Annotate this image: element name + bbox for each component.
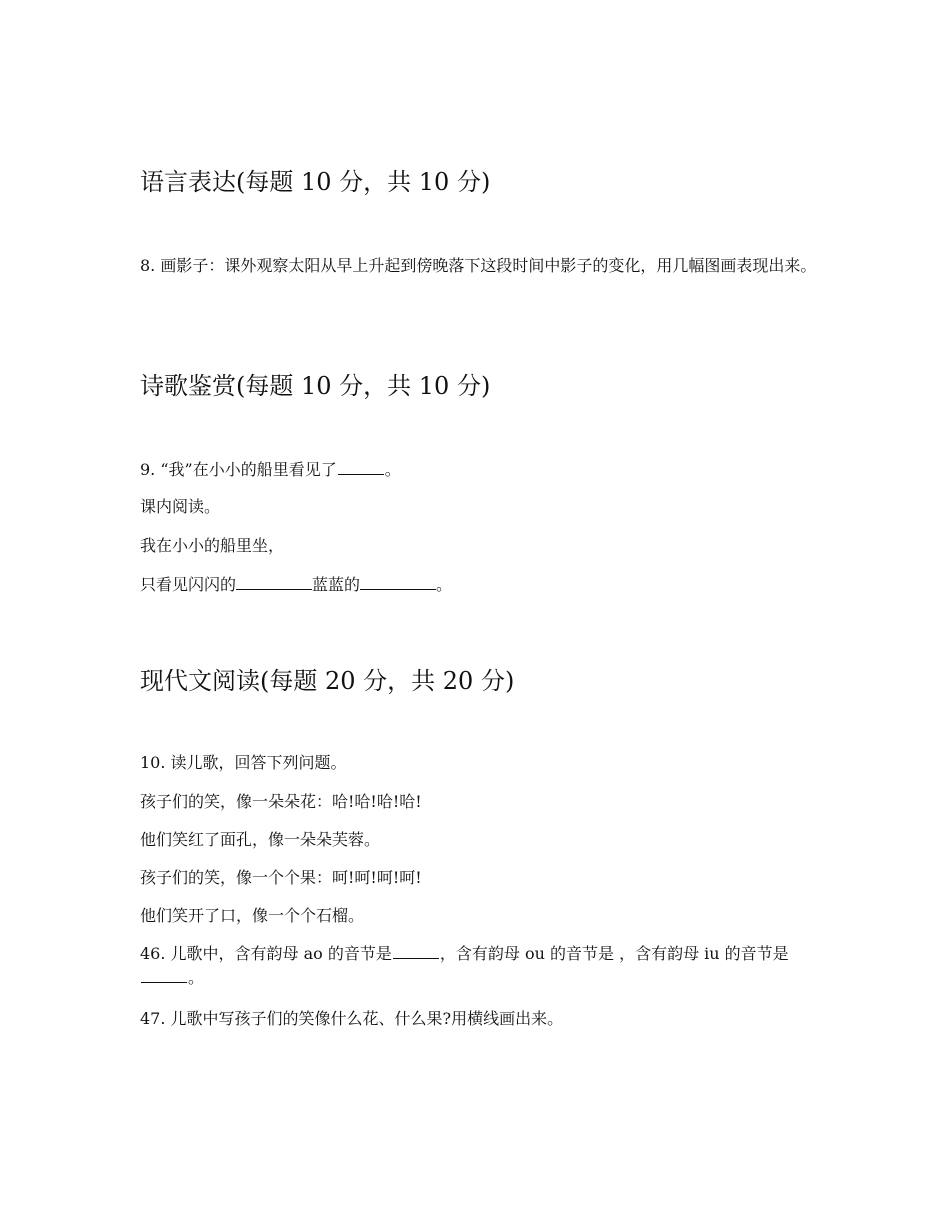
- answer-blank-iu[interactable]: [141, 966, 187, 983]
- question-9-text: 9. “我”在小小的船里看见了: [140, 460, 337, 479]
- question-9: [140, 458, 401, 481]
- question-46-part1: 46. 儿歌中，含有韵母 ao 的音节是: [140, 944, 392, 963]
- poem-line-1: 我在小小的船里坐，: [140, 536, 285, 555]
- rhyme-line-1: 孩子们的笑，像一朵朵花：哈!哈!哈!哈!: [140, 792, 422, 811]
- section-title-poetry-appreciation: 诗歌鉴赏(每题 10 分，共 10 分): [140, 372, 491, 400]
- fill-blank-2[interactable]: [360, 573, 436, 590]
- rhyme-line-3: 孩子们的笑，像一个个果：呵!呵!呵!呵!: [140, 868, 422, 887]
- question-47: 47. 儿歌中写孩子们的笑像什么花、什么果?用横线画出来。: [140, 1009, 564, 1028]
- question-46: [140, 942, 820, 990]
- poem-line-2-part3: 。: [436, 575, 453, 594]
- section-title-modern-reading: 现代文阅读(每题 20 分，共 20 分): [140, 667, 515, 695]
- poem-line-2: [140, 573, 452, 596]
- question-9-end: 。: [384, 460, 401, 479]
- reading-instruction: 课内阅读。: [140, 497, 221, 516]
- answer-blank-ao[interactable]: [393, 942, 439, 959]
- question-10: 10. 读儿歌，回答下列问题。: [140, 753, 347, 772]
- fill-blank-1[interactable]: [236, 573, 312, 590]
- rhyme-line-2: 他们笑红了面孔，像一朵朵芙蓉。: [140, 830, 381, 849]
- section-title-language-expression: 语言表达(每题 10 分，共 10 分): [140, 168, 491, 196]
- answer-blank[interactable]: [338, 458, 384, 475]
- poem-line-2-part2: 蓝蓝的: [312, 575, 361, 594]
- rhyme-line-4: 他们笑开了口，像一个个石榴。: [140, 906, 365, 925]
- question-46-part3: 。: [188, 968, 205, 987]
- poem-line-2-part1: 只看见闪闪的: [140, 575, 237, 594]
- question-8: 8. 画影子：课外观察太阳从早上升起到傍晚落下这段时间中影子的变化，用几幅图画表现出来。: [140, 256, 817, 275]
- question-46-part2: ，含有韵母 ou 的音节是 ，含有韵母 iu 的音节是: [439, 944, 789, 963]
